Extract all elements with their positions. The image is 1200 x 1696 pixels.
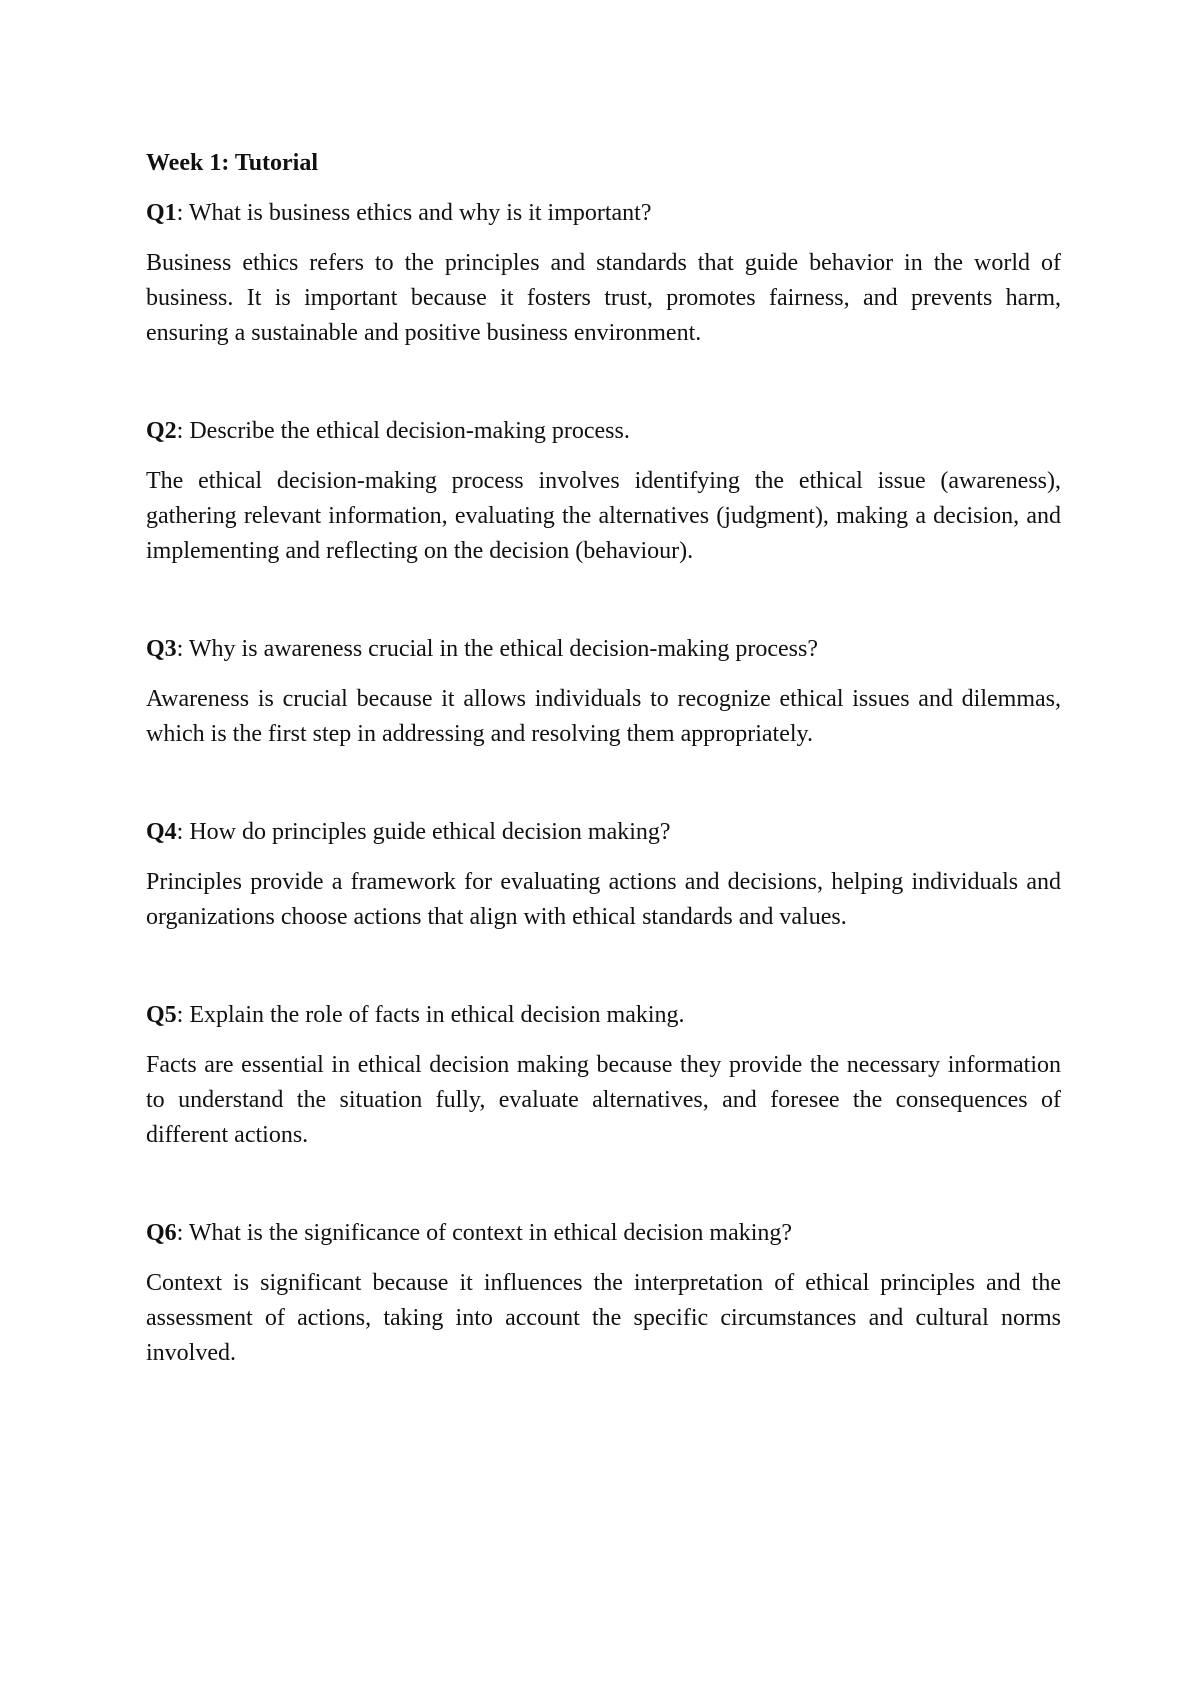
- question-label: Q3: [146, 636, 177, 662]
- question-text: : How do principles guide ethical decision making?: [176, 819, 671, 845]
- answer-5: Facts are essential in ethical decision making because they provide the necessary information to understand the situation fully, evaluate alternatives, and foresee the consequences of different actions.: [146, 1052, 1061, 1148]
- question-2: [146, 414, 1061, 449]
- question-label: Q2: [146, 418, 177, 444]
- document-title: Week 1: Tutorial: [146, 150, 319, 176]
- answer-4: Principles provide a framework for evaluating actions and decisions, helping individuals and organizations choose actions that align with ethical standards and values.: [146, 869, 1061, 930]
- answer-3: Awareness is crucial because it allows individuals to recognize ethical issues and dilemmas, which is the first step in addressing and resolving them appropriately.: [146, 686, 1061, 747]
- question-text: : What is business ethics and why is it important?: [176, 200, 652, 226]
- answer-1: Business ethics refers to the principles and standards that guide behavior in the world of business. It is important because it fosters trust, promotes fairness, and prevents harm, ensuring a sustainable and positive business environment.: [146, 250, 1061, 346]
- question-label: Q1: [146, 200, 177, 226]
- qa-item-4: [146, 815, 1061, 935]
- question-label: Q4: [146, 819, 177, 845]
- question-text: : What is the significance of context in ethical decision making?: [176, 1220, 793, 1246]
- question-5: [146, 998, 1061, 1033]
- qa-item-6: [146, 1216, 1061, 1371]
- qa-item-3: [146, 632, 1061, 752]
- qa-item-1: [146, 196, 1061, 351]
- question-6: [146, 1216, 1061, 1251]
- question-1: [146, 196, 1061, 231]
- question-text: : Explain the role of facts in ethical decision making.: [176, 1002, 685, 1028]
- answer-2: The ethical decision-making process involves identifying the ethical issue (awareness), gathering relevant information, evaluating the alternatives (judgment), making a decision, and implementing and reflecting on the decision (behaviour).: [146, 468, 1061, 564]
- qa-item-5: [146, 998, 1061, 1153]
- qa-item-2: [146, 414, 1061, 569]
- question-text: : Describe the ethical decision-making process.: [176, 418, 630, 444]
- question-label: Q6: [146, 1220, 177, 1246]
- answer-6: Context is significant because it influences the interpretation of ethical principles and the assessment of actions, taking into account the specific circumstances and cultural norms involved.: [146, 1270, 1061, 1366]
- question-3: [146, 632, 1061, 667]
- document-body: [146, 146, 1061, 1371]
- question-label: Q5: [146, 1002, 177, 1028]
- question-4: [146, 815, 1061, 850]
- question-text: : Why is awareness crucial in the ethical decision-making process?: [176, 636, 819, 662]
